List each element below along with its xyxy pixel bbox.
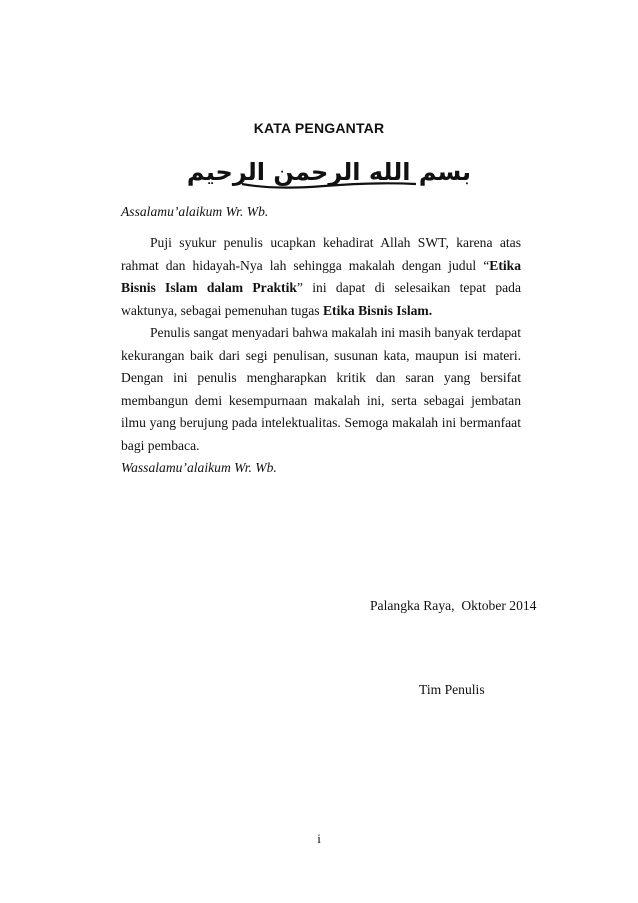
page-number: i [317, 831, 321, 846]
basmalah-text: بسم الله الرحمن الرحيم [186, 158, 472, 186]
greeting: Assalamu’alaikum Wr. Wb. [121, 204, 269, 219]
author: Tim Penulis [419, 682, 485, 697]
paragraph-1-before: Puji syukur penulis ucapkan kehadirat Allah SWT, karena atas rahmat dan hidayah-Nya lah sehingga makalah dengan judul “ [121, 235, 521, 273]
closing: Wassalamu’alaikum Wr. Wb. [121, 460, 277, 475]
place-date: Palangka Raya, Oktober 2014 [370, 598, 537, 613]
paragraph-1-middle: ” ini dapat di selesaikan tepat pada waktunya, sebagai pemenuhan tugas [121, 280, 521, 318]
paragraph-2: Penulis sangat menyadari bahwa makalah ini masih banyak terdapat kekurangan baik dari segi penulisan, susunan kata, maupun isi materi. Dengan ini penulis mengharapkan kritik dan saran yang bersifat membangun demi kesempurnaan makalah ini, serta sebagai jembatan ilmu yang berujung pada intelektualitas. Semoga makalah ini bermanfaat bagi pembaca. [121, 325, 521, 453]
page-title: KATA PENGANTAR [253, 120, 385, 136]
basmalah-calligraphy [186, 150, 472, 194]
paper-title: Etika Bisnis Islam dalam Praktik [121, 257, 521, 295]
course-name: Etika Bisnis Islam. [322, 302, 433, 318]
paragraph-1 [121, 232, 521, 322]
